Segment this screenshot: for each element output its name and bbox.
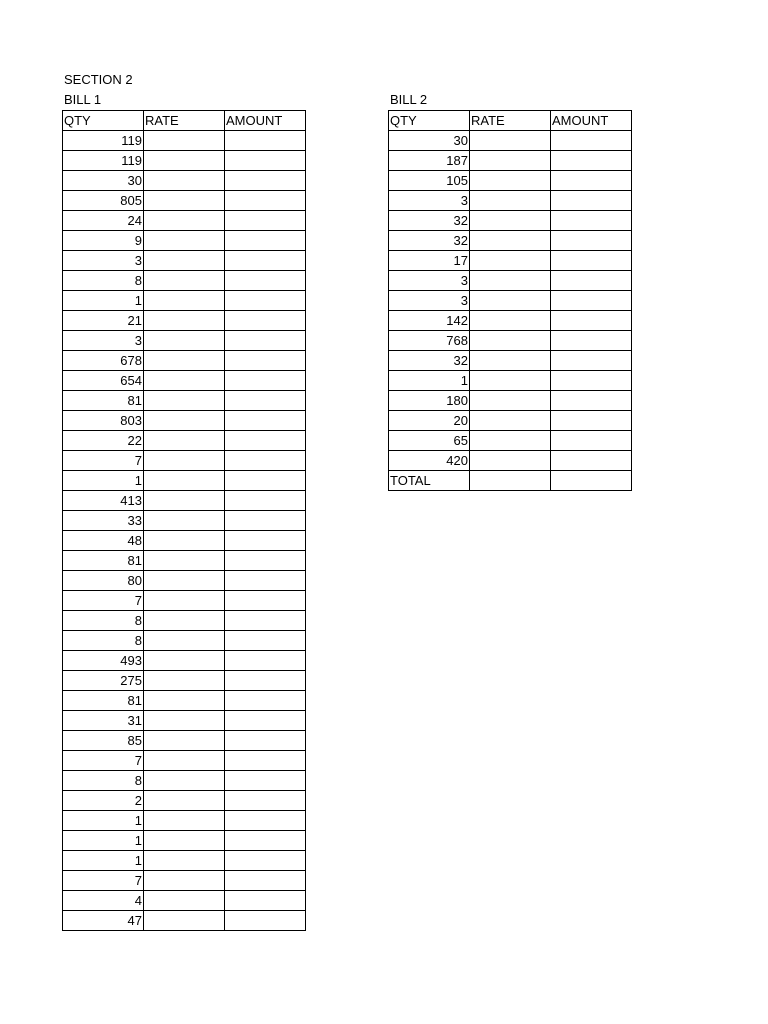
bill1-rate-cell[interactable] [144, 911, 225, 931]
table-row [63, 831, 306, 851]
bill1-rate-cell[interactable] [144, 511, 225, 531]
bill2-header-row [389, 111, 632, 131]
bill2-qty-cell: 1 [389, 371, 470, 391]
table-row [63, 351, 306, 371]
bill1-amount-cell[interactable] [225, 491, 306, 511]
bill2-amount-cell[interactable] [551, 251, 632, 271]
bill2-amount-cell[interactable] [551, 271, 632, 291]
bill2-total-label: TOTAL [389, 471, 470, 491]
table-row [389, 331, 632, 351]
bill1-qty-cell: 81 [63, 391, 144, 411]
bill2-qty-cell: 768 [389, 331, 470, 351]
table-row [63, 511, 306, 531]
bill1-rate-cell[interactable] [144, 331, 225, 351]
bill2-rate-cell[interactable] [470, 431, 551, 451]
bill1-amount-cell[interactable] [225, 431, 306, 451]
table-row [63, 151, 306, 171]
bill2-title: BILL 2 [390, 92, 428, 107]
bill1-qty-cell: 8 [63, 271, 144, 291]
bill1-header-rate: RATE [144, 111, 225, 131]
table-row [63, 371, 306, 391]
table-row [63, 671, 306, 691]
bill1-rate-cell[interactable] [144, 771, 225, 791]
bill1-amount-cell[interactable] [225, 231, 306, 251]
bill2-qty-cell: 30 [389, 131, 470, 151]
table-row [389, 451, 632, 471]
bill1-rate-cell[interactable] [144, 691, 225, 711]
bill1-qty-cell: 803 [63, 411, 144, 431]
bill1-amount-cell[interactable] [225, 331, 306, 351]
table-row [63, 451, 306, 471]
bill1-qty-cell: 47 [63, 911, 144, 931]
bill2-rate-cell[interactable] [470, 271, 551, 291]
table-row [63, 211, 306, 231]
bill1-qty-cell: 8 [63, 771, 144, 791]
table-row [63, 711, 306, 731]
bill1-amount-cell[interactable] [225, 731, 306, 751]
table-row [63, 911, 306, 931]
bill1-rate-cell[interactable] [144, 151, 225, 171]
bill2-qty-cell: 105 [389, 171, 470, 191]
bill2-amount-cell[interactable] [551, 411, 632, 431]
bill1-qty-cell: 1 [63, 291, 144, 311]
bill2-rate-cell[interactable] [470, 151, 551, 171]
section-title: SECTION 2 [64, 72, 133, 87]
bill1-amount-cell[interactable] [225, 151, 306, 171]
bill1-rate-cell[interactable] [144, 571, 225, 591]
bill1-rate-cell[interactable] [144, 451, 225, 471]
table-row [63, 311, 306, 331]
bill1-amount-cell[interactable] [225, 371, 306, 391]
bill1-amount-cell[interactable] [225, 391, 306, 411]
table-row [63, 551, 306, 571]
table-row [389, 131, 632, 151]
bill2-amount-cell[interactable] [551, 191, 632, 211]
bill1-qty-cell: 654 [63, 371, 144, 391]
table-row [63, 251, 306, 271]
table-row [63, 531, 306, 551]
bill2-amount-cell[interactable] [551, 131, 632, 151]
bill1-table [62, 110, 306, 931]
table-row [63, 571, 306, 591]
bill2-rate-cell[interactable] [470, 451, 551, 471]
table-row [389, 291, 632, 311]
bill2-total-row [389, 471, 632, 491]
bill2-rate-cell[interactable] [470, 331, 551, 351]
bill2-rate-cell[interactable] [470, 211, 551, 231]
bill1-qty-cell: 119 [63, 131, 144, 151]
bill1-qty-cell: 7 [63, 591, 144, 611]
bill1-qty-cell: 7 [63, 751, 144, 771]
table-row [389, 191, 632, 211]
bill1-amount-cell[interactable] [225, 211, 306, 231]
bill1-rate-cell[interactable] [144, 871, 225, 891]
bill1-amount-cell[interactable] [225, 271, 306, 291]
bill1-amount-cell[interactable] [225, 551, 306, 571]
bill2-qty-cell: 3 [389, 271, 470, 291]
bill1-qty-cell: 22 [63, 431, 144, 451]
bill1-amount-cell[interactable] [225, 751, 306, 771]
bill2-total-rate-cell[interactable] [470, 471, 551, 491]
table-row [389, 271, 632, 291]
bill2-header-amount: AMOUNT [551, 111, 632, 131]
bill1-amount-cell[interactable] [225, 711, 306, 731]
bill1-qty-cell: 9 [63, 231, 144, 251]
bill1-rate-cell[interactable] [144, 391, 225, 411]
bill1-rate-cell[interactable] [144, 251, 225, 271]
bill1-qty-cell: 24 [63, 211, 144, 231]
bill1-rate-cell[interactable] [144, 231, 225, 251]
bill1-amount-cell[interactable] [225, 171, 306, 191]
table-row [63, 771, 306, 791]
bill1-amount-cell[interactable] [225, 511, 306, 531]
bill1-rate-cell[interactable] [144, 631, 225, 651]
bill2-rate-cell[interactable] [470, 251, 551, 271]
bill1-rate-cell[interactable] [144, 751, 225, 771]
bill1-amount-cell[interactable] [225, 471, 306, 491]
bill1-rate-cell[interactable] [144, 611, 225, 631]
bill2-qty-cell: 17 [389, 251, 470, 271]
bill2-rate-cell[interactable] [470, 171, 551, 191]
table-row [63, 331, 306, 351]
bill1-qty-cell: 8 [63, 611, 144, 631]
bill2-qty-cell: 20 [389, 411, 470, 431]
bill2-rate-cell[interactable] [470, 371, 551, 391]
bill1-qty-cell: 678 [63, 351, 144, 371]
bill1-rate-cell[interactable] [144, 271, 225, 291]
table-row [63, 131, 306, 151]
bill1-qty-cell: 119 [63, 151, 144, 171]
table-row [63, 391, 306, 411]
bill2-rate-cell[interactable] [470, 391, 551, 411]
table-row [63, 411, 306, 431]
bill1-rate-cell[interactable] [144, 551, 225, 571]
bill2-qty-cell: 3 [389, 291, 470, 311]
bill1-amount-cell[interactable] [225, 251, 306, 271]
bill1-rate-cell[interactable] [144, 191, 225, 211]
bill1-rate-cell[interactable] [144, 731, 225, 751]
bill2-amount-cell[interactable] [551, 311, 632, 331]
bill2-amount-cell[interactable] [551, 371, 632, 391]
bill1-qty-cell: 8 [63, 631, 144, 651]
bill1-header-qty: QTY [63, 111, 144, 131]
bill1-qty-cell: 7 [63, 451, 144, 471]
bill1-amount-cell[interactable] [225, 571, 306, 591]
table-row [63, 811, 306, 831]
bill1-amount-cell[interactable] [225, 631, 306, 651]
bill2-rate-cell[interactable] [470, 411, 551, 431]
table-row [63, 231, 306, 251]
bill1-amount-cell[interactable] [225, 291, 306, 311]
bill2-qty-cell: 180 [389, 391, 470, 411]
bill1-amount-cell[interactable] [225, 911, 306, 931]
bill1-rate-cell[interactable] [144, 171, 225, 191]
bill2-qty-cell: 420 [389, 451, 470, 471]
table-row [63, 851, 306, 871]
bill2-table [388, 110, 632, 491]
bill1-amount-cell[interactable] [225, 771, 306, 791]
table-row [63, 731, 306, 751]
bill1-qty-cell: 3 [63, 251, 144, 271]
bill1-rate-cell[interactable] [144, 311, 225, 331]
table-row [389, 431, 632, 451]
bill1-rate-cell[interactable] [144, 531, 225, 551]
bill2-qty-cell: 3 [389, 191, 470, 211]
bill2-header-rate: RATE [470, 111, 551, 131]
bill1-qty-cell: 85 [63, 731, 144, 751]
bill1-header-amount: AMOUNT [225, 111, 306, 131]
bill1-amount-cell[interactable] [225, 351, 306, 371]
bill1-qty-cell: 81 [63, 551, 144, 571]
bill1-rate-cell[interactable] [144, 371, 225, 391]
bill2-amount-cell[interactable] [551, 391, 632, 411]
table-row [389, 311, 632, 331]
table-row [389, 391, 632, 411]
table-row [389, 151, 632, 171]
bill1-title: BILL 1 [64, 92, 102, 107]
bill2-qty-cell: 65 [389, 431, 470, 451]
bill1-rate-cell[interactable] [144, 671, 225, 691]
table-row [389, 171, 632, 191]
table-row [389, 371, 632, 391]
bill1-qty-cell: 493 [63, 651, 144, 671]
bill2-qty-cell: 32 [389, 231, 470, 251]
bill1-rate-cell[interactable] [144, 791, 225, 811]
bill1-qty-cell: 4 [63, 891, 144, 911]
bill1-qty-cell: 48 [63, 531, 144, 551]
bill1-qty-cell: 1 [63, 851, 144, 871]
bill2-total-amount-cell[interactable] [551, 471, 632, 491]
bill2-rate-cell[interactable] [470, 291, 551, 311]
bill2-amount-cell[interactable] [551, 431, 632, 451]
table-row [63, 631, 306, 651]
bill2-amount-cell[interactable] [551, 231, 632, 251]
table-row [63, 491, 306, 511]
table-row [389, 231, 632, 251]
bill1-amount-cell[interactable] [225, 891, 306, 911]
table-row [63, 891, 306, 911]
bill1-qty-cell: 805 [63, 191, 144, 211]
bill1-qty-cell: 1 [63, 811, 144, 831]
bill1-rate-cell[interactable] [144, 831, 225, 851]
table-row [389, 251, 632, 271]
bill1-qty-cell: 81 [63, 691, 144, 711]
bill2-rate-cell[interactable] [470, 311, 551, 331]
bill1-amount-cell[interactable] [225, 311, 306, 331]
bill1-rate-cell[interactable] [144, 351, 225, 371]
bill1-amount-cell[interactable] [225, 811, 306, 831]
table-row [63, 691, 306, 711]
bill1-amount-cell[interactable] [225, 531, 306, 551]
table-row [63, 431, 306, 451]
bill1-amount-cell[interactable] [225, 651, 306, 671]
bill1-rate-cell[interactable] [144, 651, 225, 671]
bill1-qty-cell: 33 [63, 511, 144, 531]
table-row [63, 591, 306, 611]
bill1-header-row [63, 111, 306, 131]
table-row [63, 271, 306, 291]
bill1-amount-cell[interactable] [225, 791, 306, 811]
bill1-rate-cell[interactable] [144, 211, 225, 231]
bill1-qty-cell: 3 [63, 331, 144, 351]
bill1-amount-cell[interactable] [225, 411, 306, 431]
table-row [63, 751, 306, 771]
bill2-amount-cell[interactable] [551, 211, 632, 231]
bill1-rate-cell[interactable] [144, 591, 225, 611]
bill1-rate-cell[interactable] [144, 291, 225, 311]
bill2-header-qty: QTY [389, 111, 470, 131]
bill1-amount-cell[interactable] [225, 831, 306, 851]
bill1-rate-cell[interactable] [144, 891, 225, 911]
bill2-rate-cell[interactable] [470, 231, 551, 251]
table-row [389, 411, 632, 431]
bill1-rate-cell[interactable] [144, 131, 225, 151]
bill1-qty-cell: 1 [63, 831, 144, 851]
table-row [63, 171, 306, 191]
bill1-rate-cell[interactable] [144, 431, 225, 451]
table-row [63, 471, 306, 491]
bill1-qty-cell: 7 [63, 871, 144, 891]
table-row [63, 791, 306, 811]
bill1-amount-cell[interactable] [225, 191, 306, 211]
bill2-qty-cell: 142 [389, 311, 470, 331]
bill1-qty-cell: 30 [63, 171, 144, 191]
bill2-amount-cell[interactable] [551, 331, 632, 351]
bill1-amount-cell[interactable] [225, 671, 306, 691]
bill2-rate-cell[interactable] [470, 191, 551, 211]
table-row [63, 291, 306, 311]
bill2-qty-cell: 32 [389, 351, 470, 371]
bill1-amount-cell[interactable] [225, 591, 306, 611]
bill1-qty-cell: 80 [63, 571, 144, 591]
table-row [63, 651, 306, 671]
bill1-rate-cell[interactable] [144, 471, 225, 491]
bill1-rate-cell[interactable] [144, 851, 225, 871]
bill1-qty-cell: 275 [63, 671, 144, 691]
table-row [389, 211, 632, 231]
bill1-amount-cell[interactable] [225, 691, 306, 711]
bill2-amount-cell[interactable] [551, 451, 632, 471]
bill1-qty-cell: 413 [63, 491, 144, 511]
bill1-qty-cell: 1 [63, 471, 144, 491]
bill2-amount-cell[interactable] [551, 171, 632, 191]
bill2-qty-cell: 187 [389, 151, 470, 171]
bill2-rate-cell[interactable] [470, 351, 551, 371]
bill1-amount-cell[interactable] [225, 131, 306, 151]
bill1-rate-cell[interactable] [144, 491, 225, 511]
bill1-amount-cell[interactable] [225, 611, 306, 631]
bill2-amount-cell[interactable] [551, 151, 632, 171]
bill1-qty-cell: 21 [63, 311, 144, 331]
bill1-qty-cell: 31 [63, 711, 144, 731]
bill1-amount-cell[interactable] [225, 451, 306, 471]
table-row [389, 351, 632, 371]
bill1-rate-cell[interactable] [144, 711, 225, 731]
bill1-amount-cell[interactable] [225, 851, 306, 871]
bill2-rate-cell[interactable] [470, 131, 551, 151]
table-row [63, 871, 306, 891]
bill2-amount-cell[interactable] [551, 291, 632, 311]
bill1-rate-cell[interactable] [144, 411, 225, 431]
bill1-rate-cell[interactable] [144, 811, 225, 831]
table-row [63, 191, 306, 211]
bill2-qty-cell: 32 [389, 211, 470, 231]
bill1-amount-cell[interactable] [225, 871, 306, 891]
bill1-qty-cell: 2 [63, 791, 144, 811]
bill2-amount-cell[interactable] [551, 351, 632, 371]
table-row [63, 611, 306, 631]
